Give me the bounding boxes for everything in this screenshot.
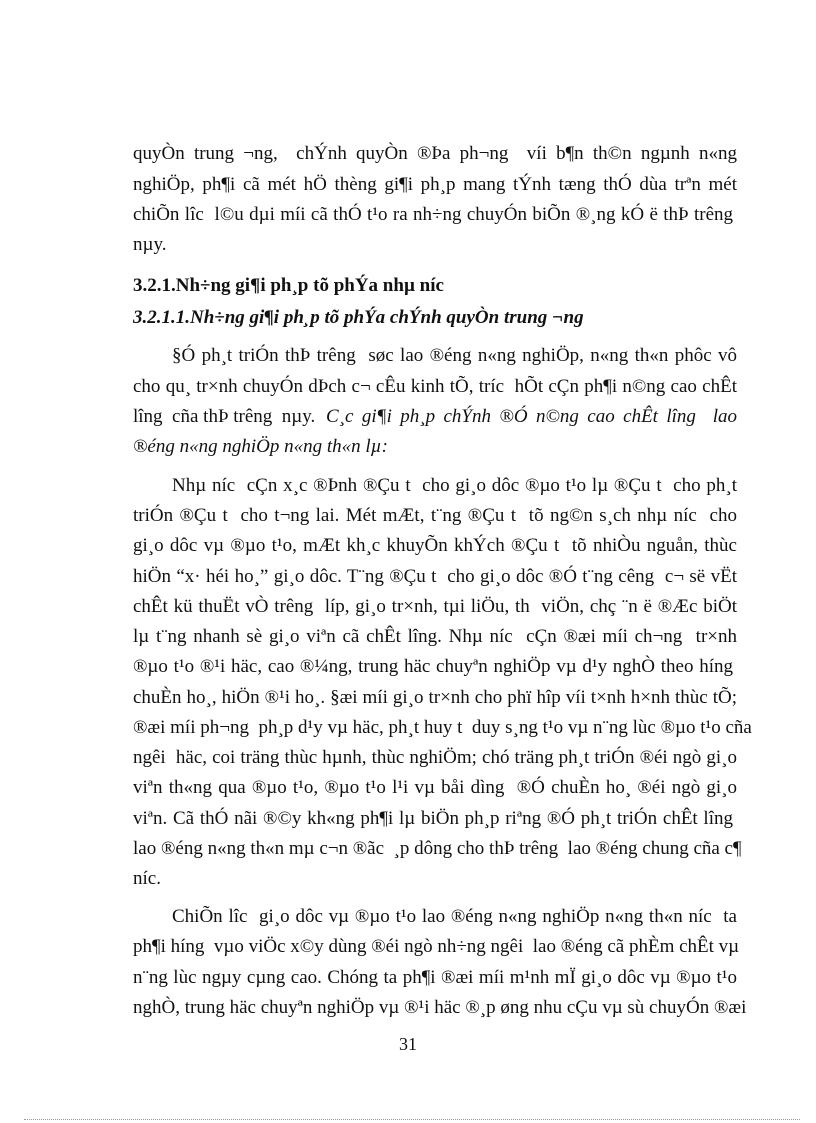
text-line: nghÒ, trung häc chuyªn nghiÖp vµ ®¹i häc ®¸p øng nhu cÇu vµ sù chuyÓn ®æi: [133, 997, 747, 1018]
text-line: cho qu¸ tr×nh chuyÓn dÞch c¬ cÊu kinh tÕ, tríc hÕt cÇn ph¶i n©ng cao chÊt: [133, 376, 737, 397]
section-heading: 3.2.1.Nh÷ng gi¶i ph¸p tõ phÝa nhµ níc: [133, 275, 444, 296]
footer-divider: [24, 1119, 800, 1120]
text-line: ChiÕn lîc gi¸o dôc vµ ®µo t¹o lao ®éng n«ng nghiÖp n«ng th«n níc ta: [172, 906, 737, 927]
text-line: ®éng n«ng nghiÖp n«ng th«n lµ:: [133, 436, 388, 457]
text-line: triÓn ®Çu t cho t¬ng lai. Mét mÆt, t¨ng ®Çu t tõ ng©n s¸ch nhµ níc cho: [133, 505, 737, 526]
text-line: viªn th«ng qua ®µo t¹o, ®µo t¹o l¹i vµ båi dìng ®Ó chuÈn ho¸ ®éi ngò gi¸o: [133, 777, 737, 798]
text-line: hiÖn “x· héi ho¸” gi¸o dôc. T¨ng ®Çu t cho gi¸o dôc ®Ó t¨ng cêng c¬ së vËt: [133, 566, 737, 587]
text-line: ®µo t¹o ®¹i häc, cao ®¼ng, trung häc chuyªn nghiÖp vµ d¹y nghÒ theo híng: [133, 656, 733, 677]
text-line: gi¸o dôc vµ ®µo t¹o, mÆt kh¸c khuyÕn khÝch ®Çu t tõ nhiÒu nguån, thùc: [133, 535, 737, 556]
text-line: quyÒn trung ¬ng, chÝnh quyÒn ®Þa ph¬ng víi b¶n th©n ngµnh n«ng: [133, 143, 737, 164]
text-line: lao ®éng n«ng th«n mµ c¬n ®ãc ¸p dông cho thÞ trêng lao ®éng chung cña c¶: [133, 838, 742, 859]
text-line: §Ó ph¸t triÓn thÞ trêng søc lao ®éng n«ng nghiÖp, n«ng th«n phôc vô: [172, 345, 737, 366]
text-line: viªn. Cã thÓ nãi ®©y kh«ng ph¶i lµ biÖn ph¸p riªng ®Ó ph¸t triÓn chÊt lîng: [133, 808, 733, 829]
text-line: ®æi míi ph¬ng ph¸p d¹y vµ häc, ph¸t huy t duy s¸ng t¹o vµ n¨ng lùc ®µo t¹o cña: [133, 717, 752, 738]
text-line: chuÈn ho¸, hiÖn ®¹i ho¸. §æi míi gi¸o tr×nh cho phï hîp víi t×nh h×nh thùc tÕ;: [133, 687, 737, 708]
text-normal: lîng cña thÞ trêng nµy.: [133, 406, 321, 427]
text-line: Nhµ níc cÇn x¸c ®Þnh ®Çu t cho gi¸o dôc ®µo t¹o lµ ®Çu t cho ph¸t: [172, 475, 737, 496]
text-line: chiÕn lîc l©u dµi míi cã thÓ t¹o ra nh÷ng chuyÓn biÕn ®¸ng kÓ ë thÞ trêng: [133, 204, 733, 225]
text-line: lµ t¨ng nhanh sè gi¸o viªn cã chÊt lîng. Nhµ níc cÇn ®æi míi ch¬ng tr×nh: [133, 626, 737, 647]
text-line: nghiÖp, ph¶i cã mét hÖ thèng gi¶i ph¸p mang tÝnh tæng thÓ dùa trªn mét: [133, 174, 737, 195]
text-line: nµy.: [133, 234, 167, 255]
text-italic: C¸c gi¶i ph¸p chÝnh ®Ó n©ng cao chÊt lîng lao: [326, 406, 737, 427]
text-line: ngêi häc, coi träng thùc hµnh, thùc nghiÖm; chó träng ph¸t triÓn ®éi ngò gi¸o: [133, 747, 737, 768]
text-line: [133, 405, 737, 429]
text-line: n¨ng lùc ngµy cµng cao. Chóng ta ph¶i ®æi míi m¹nh mÏ gi¸o dôc vµ ®µo t¹o: [133, 967, 737, 988]
page-number: 31: [399, 1034, 417, 1054]
text-line: ph¶i híng vµo viÖc x©y dùng ®éi ngò nh÷ng ngêi lao ®éng cã phÈm chÊt vµ: [133, 936, 740, 957]
text-line: níc.: [133, 868, 161, 889]
subsection-heading: 3.2.1.1.Nh÷ng gi¶i ph¸p tõ phÝa chÝnh quyÒn trung ¬ng: [133, 307, 584, 328]
text-line: chÊt kü thuËt vÒ trêng líp, gi¸o tr×nh, tµi liÖu, th viÖn, chç ¨n ë ®Æc biÖt: [133, 596, 737, 617]
